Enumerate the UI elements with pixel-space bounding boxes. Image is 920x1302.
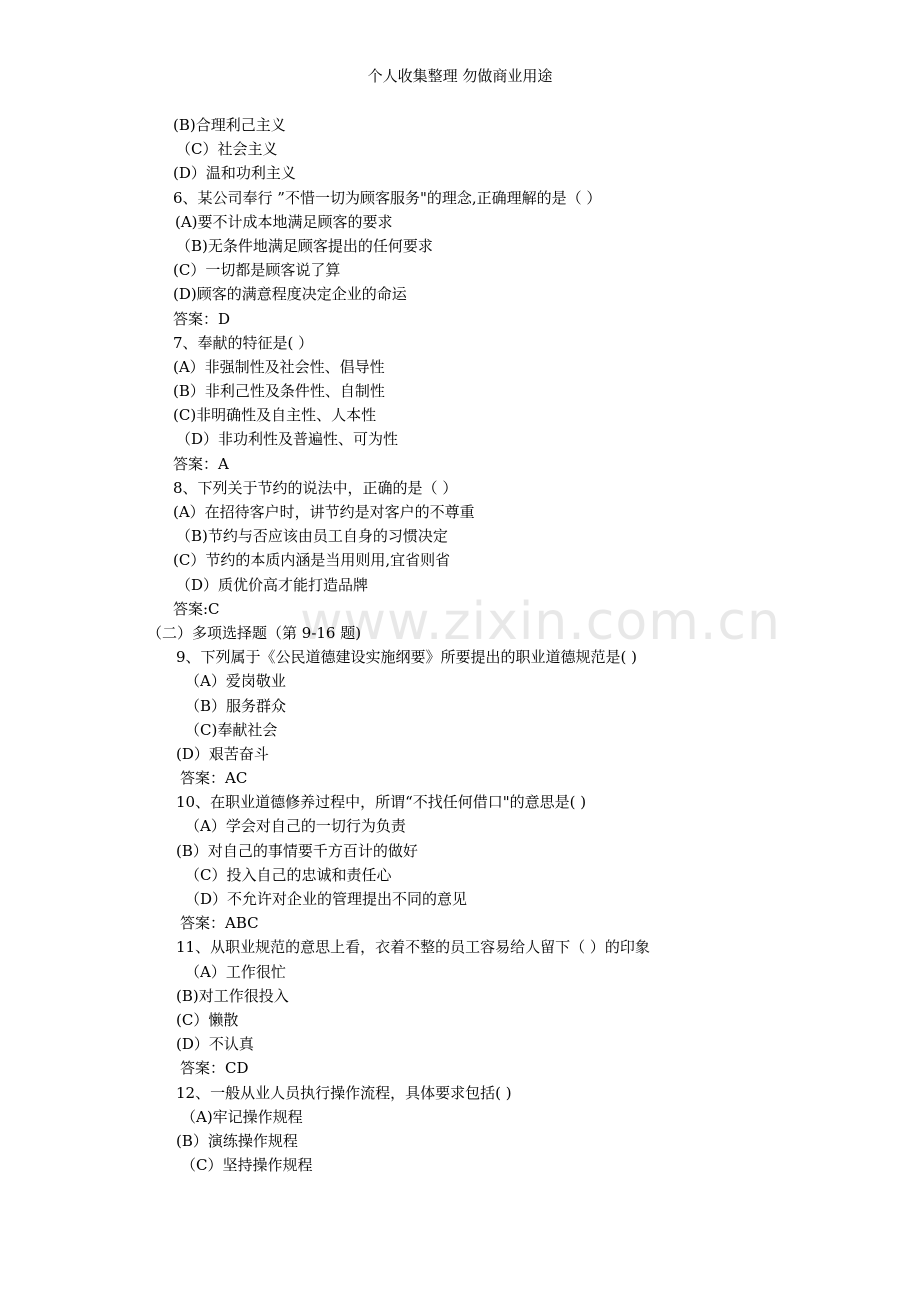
text-line: （A）爱岗敬业 (185, 672, 286, 691)
text-line: 答案：AC (180, 769, 248, 788)
text-line: （B）服务群众 (185, 696, 287, 715)
document-body (0, 113, 920, 1177)
text-line: 8、下列关于节约的说法中，正确的是（ ） (173, 478, 458, 497)
text-line: (C）一切都是顾客说了算 (173, 261, 341, 280)
text-line: (C）懒散 (176, 1010, 239, 1029)
text-line: 答案：D (173, 309, 231, 328)
text-line: (C)非明确性及自主性、人本性 (173, 406, 377, 425)
text-line: (B）演练操作规程 (176, 1131, 298, 1150)
text-line: (D)顾客的满意程度决定企业的命运 (173, 285, 407, 304)
text-line: 9、下列属于《公民道德建设实施纲要》所要提出的职业道德规范是( ) (176, 648, 638, 667)
text-line: 答案:C (173, 599, 220, 618)
text-line: 答案：CD (180, 1059, 249, 1078)
text-line: (B)合理利己主义 (173, 116, 286, 134)
text-line: （C）社会主义 (176, 140, 278, 159)
watermark: www.zixin.com.cn (300, 592, 781, 652)
text-line: （B)无条件地满足顾客提出的任何要求 (176, 236, 433, 255)
text-line: (B）对自己的事情要千方百计的做好 (176, 841, 418, 860)
text-line: （C）坚持操作规程 (181, 1156, 313, 1175)
text-line: (B）非利己性及条件性、自制性 (173, 382, 385, 401)
text-line: (D）艰苦奋斗 (176, 744, 269, 763)
text-line: （C）投入自己的忠诚和责任心 (185, 865, 392, 884)
text-line: （C)奉献社会 (185, 720, 278, 739)
text-line: （A)牢记操作规程 (181, 1107, 303, 1126)
text-line: （A）学会对自己的一切行为负责 (185, 817, 406, 836)
text-line: （A）工作很忙 (185, 962, 286, 981)
text-line: (C）节约的本质内涵是当用则用,宜省则省 (173, 551, 451, 570)
text-line: （D）不允许对企业的管理提出不同的意见 (185, 890, 468, 908)
text-line: (A)要不计成本地满足顾客的要求 (175, 212, 393, 231)
text-line: 答案：ABC (180, 914, 259, 933)
text-line: (B)对工作很投入 (176, 986, 289, 1005)
text-line: (D）温和功利主义 (173, 164, 296, 183)
text-line: (A）在招待客户时，讲节约是对客户的不尊重 (173, 503, 475, 521)
text-line: (A）非强制性及社会性、倡导性 (173, 357, 385, 376)
text-line: （二）多项选择题（第 9-16 题) (147, 623, 362, 642)
text-line: 12、一般从业人员执行操作流程，具体要求包括( ) (176, 1083, 512, 1102)
text-line: 11、从职业规范的意思上看，衣着不整的员工容易给人留下（ ）的印象 (176, 938, 650, 957)
text-line: 答案：A (173, 454, 229, 473)
text-line: 6、某公司奉行 ”不惜一切为顾客服务"的理念,正确理解的是（ ） (173, 188, 602, 207)
text-line: 7、奉献的特征是( ） (173, 333, 314, 352)
text-line: 10、在职业道德修养过程中，所谓“不找任何借口"的意思是( ) (176, 793, 587, 812)
text-line: （D）非功利性及普遍性、可为性 (176, 430, 399, 449)
text-line: （D）质优价高才能打造品牌 (176, 575, 369, 594)
page-header: 个人收集整理 勿做商业用途 (367, 67, 553, 85)
text-line: （B)节约与否应该由员工自身的习惯决定 (176, 527, 448, 546)
text-line: (D）不认真 (176, 1035, 254, 1054)
